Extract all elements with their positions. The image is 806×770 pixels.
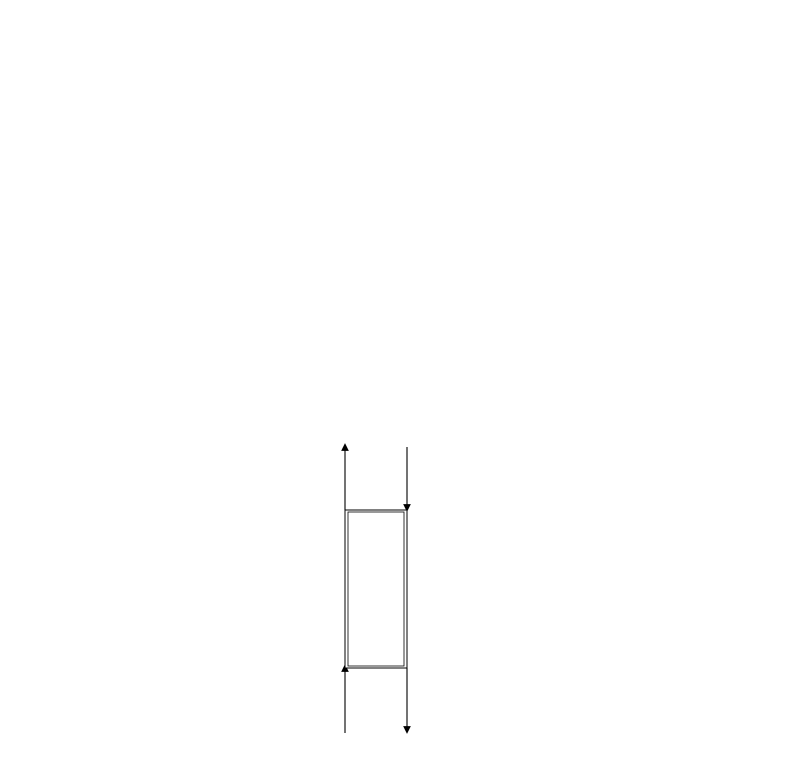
tower-shell — [345, 510, 407, 668]
